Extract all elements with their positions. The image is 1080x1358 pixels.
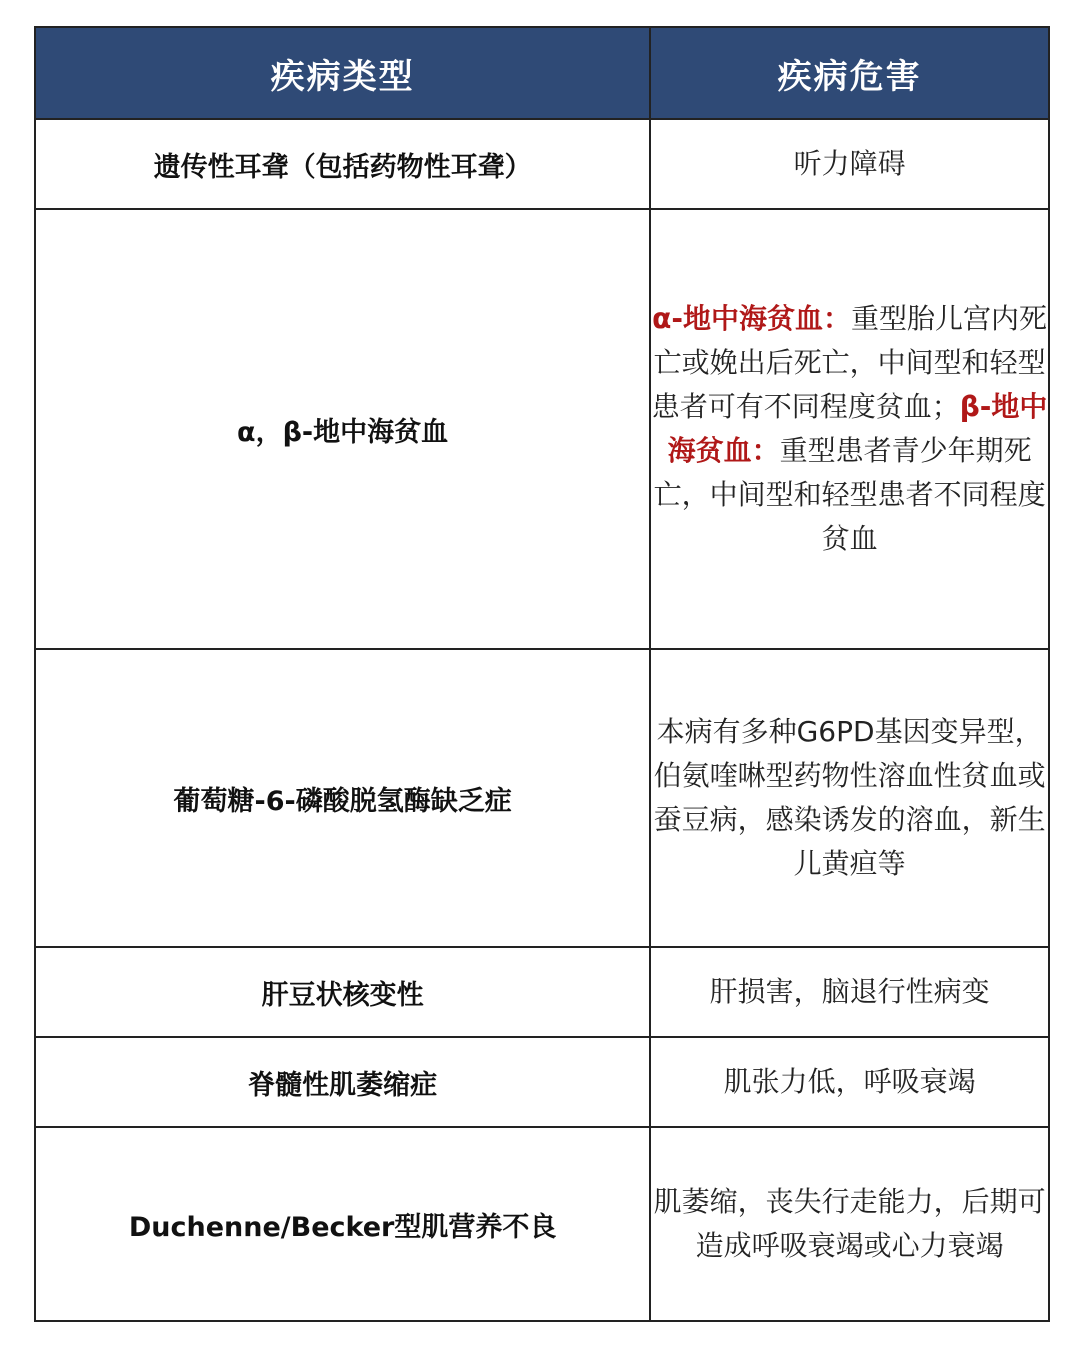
disease-type-cell: Duchenne/Becker型肌营养不良 bbox=[35, 1127, 650, 1321]
disease-type-cell: 脊髓性肌萎缩症 bbox=[35, 1037, 650, 1127]
table-row bbox=[35, 1127, 1049, 1321]
table-row bbox=[35, 119, 1049, 209]
disease-type-cell: 肝豆状核变性 bbox=[35, 947, 650, 1037]
beta-thalassemia-text: 重型患者青少年期死亡，中间型和轻型患者不同程度贫血 bbox=[653, 434, 1046, 555]
alpha-thalassemia-label: α-地中海贫血： bbox=[652, 302, 852, 335]
disease-type-cell: 葡萄糖-6-磷酸脱氢酶缺乏症 bbox=[35, 649, 650, 947]
table-row bbox=[35, 947, 1049, 1037]
alpha-thalassemia-text: 重型胎儿宫内死亡或娩出后死亡，中间型和轻型患者可有不同程度贫血； bbox=[651, 302, 1048, 423]
table-row bbox=[35, 1037, 1049, 1127]
disease-type-cell: 遗传性耳聋（包括药物性耳聋） bbox=[35, 119, 650, 209]
disease-harm-cell: 肌张力低，呼吸衰竭 bbox=[650, 1037, 1049, 1127]
disease-type-cell: α，β-地中海贫血 bbox=[35, 209, 650, 649]
disease-harm-cell: 肌萎缩，丧失行走能力，后期可造成呼吸衰竭或心力衰竭 bbox=[650, 1127, 1049, 1321]
table-row bbox=[35, 649, 1049, 947]
disease-harm-cell: 本病有多种G6PD基因变异型，伯氨喹啉型药物性溶血性贫血或蚕豆病，感染诱发的溶血，新生儿黄疸等 bbox=[650, 649, 1049, 947]
table-header-row bbox=[35, 27, 1049, 119]
header-disease-harm: 疾病危害 bbox=[650, 27, 1049, 119]
table-row bbox=[35, 209, 1049, 649]
header-disease-type: 疾病类型 bbox=[35, 27, 650, 119]
disease-table bbox=[34, 26, 1050, 1322]
disease-harm-cell bbox=[650, 209, 1049, 649]
disease-harm-cell: 听力障碍 bbox=[650, 119, 1049, 209]
beta-thalassemia-label: β-地中海贫血： bbox=[667, 390, 1048, 467]
disease-harm-cell: 肝损害，脑退行性病变 bbox=[650, 947, 1049, 1037]
